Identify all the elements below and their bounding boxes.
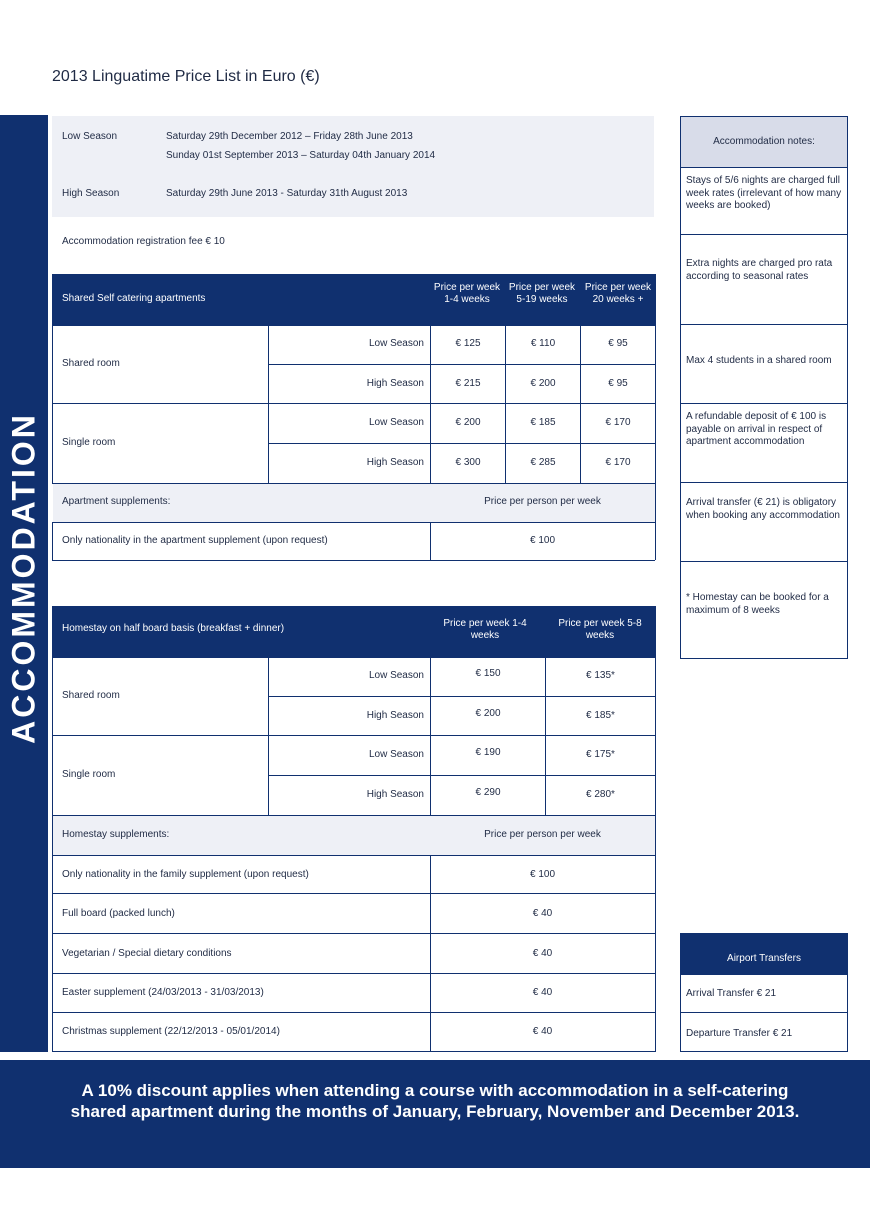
home-supplements-col: Price per person per week [484, 829, 601, 840]
discount-banner-text: A 10% discount applies when attending a course with accommodation in a self-catering shared apartment during the months of January, February, November and December 2013. [70, 1081, 800, 1121]
apartments-col2: Price per week 5-19 weeks [508, 282, 576, 305]
low-season-dates-2: Sunday 01st September 2013 – Saturday 04th January 2014 [166, 150, 436, 161]
home-price-cell: € 200 [475, 708, 501, 719]
apt-price-cell: € 95 [608, 338, 628, 349]
apt-single-room: Single room [62, 437, 116, 448]
apt-price-cell: € 215 [455, 378, 481, 389]
home-low-season: Low Season [368, 749, 424, 760]
home-high-season: High Season [366, 789, 424, 800]
home-supplement-price: € 100 [529, 869, 556, 880]
apt-shared-room: Shared room [62, 358, 120, 369]
low-season-dates-1: Saturday 29th December 2012 – Friday 28th June 2013 [166, 131, 413, 142]
home-price-cell: € 280* [586, 789, 615, 800]
apt-low-season: Low Season [368, 338, 424, 349]
apt-nationality-price: € 100 [529, 535, 556, 546]
homestay-header-label: Homestay on half board basis (breakfast + dinner) [62, 623, 285, 634]
home-price-cell: € 135* [586, 670, 615, 681]
home-low-season: Low Season [368, 670, 424, 681]
homestay-col2: Price per week 5-8 weeks [558, 618, 642, 641]
home-supplement-label: Full board (packed lunch) [62, 908, 175, 919]
home-shared-room: Shared room [62, 690, 120, 701]
arrival-transfer: Arrival Transfer € 21 [686, 988, 777, 999]
note-item: Arrival transfer (€ 21) is obligatory when booking any accommodation [686, 497, 840, 521]
home-supplement-label: Vegetarian / Special dietary conditions [62, 948, 232, 959]
apartments-col1: Price per week 1-4 weeks [433, 282, 501, 305]
apt-low-season: Low Season [368, 417, 424, 428]
home-supplement-label: Easter supplement (24/03/2013 - 31/03/2013) [62, 987, 264, 998]
apt-price-cell: € 200 [530, 378, 556, 389]
apt-high-season: High Season [366, 457, 424, 468]
note-item: A refundable deposit of € 100 is payable on arrival in respect of apartment accommodation [686, 411, 827, 447]
home-single-room: Single room [62, 769, 116, 780]
note-item: Extra nights are charged pro rata according to seasonal rates [686, 258, 833, 282]
apt-price-cell: € 170 [605, 457, 631, 468]
home-price-cell: € 150 [475, 668, 501, 679]
sidebar-label: ACCOMMODATION [5, 412, 42, 744]
notes-header-label: Accommodation notes: [713, 136, 815, 147]
home-supplement-label: Christmas supplement (22/12/2013 - 05/01/2014) [62, 1026, 280, 1037]
apt-supplements-col: Price per person per week [484, 496, 601, 507]
apt-price-cell: € 200 [455, 417, 481, 428]
high-season-dates: Saturday 29th June 2013 - Saturday 31th August 2013 [166, 188, 408, 199]
home-supplement-price: € 40 [532, 948, 553, 959]
home-price-cell: € 290 [475, 787, 501, 798]
high-season-label: High Season [62, 188, 120, 199]
apt-nationality-label: Only nationality in the apartment supplement (upon request) [62, 535, 328, 546]
low-season-label: Low Season [62, 131, 118, 142]
homestay-col1: Price per week 1-4 weeks [443, 618, 527, 641]
home-price-cell: € 190 [475, 747, 501, 758]
home-supplements-label: Homestay supplements: [62, 829, 170, 840]
home-supplement-price: € 40 [532, 1026, 553, 1037]
page-title: 2013 Linguatime Price List in Euro (€) [52, 68, 320, 85]
home-price-cell: € 175* [586, 749, 615, 760]
apartments-header-label: Shared Self catering apartments [62, 293, 206, 304]
departure-transfer: Departure Transfer € 21 [686, 1028, 793, 1039]
apt-price-cell: € 110 [530, 338, 556, 349]
home-supplement-price: € 40 [532, 908, 553, 919]
airport-header-label: Airport Transfers [727, 953, 801, 964]
apt-high-season: High Season [366, 378, 424, 389]
apt-price-cell: € 95 [608, 378, 628, 389]
apt-price-cell: € 185 [530, 417, 556, 428]
apt-price-cell: € 285 [530, 457, 556, 468]
apt-price-cell: € 170 [605, 417, 631, 428]
note-item: Stays of 5/6 nights are charged full week rates (irrelevant of how many weeks are booked) [686, 175, 842, 211]
apartments-col3: Price per week 20 weeks + [584, 282, 652, 305]
note-item: * Homestay can be booked for a maximum of 8 weeks [686, 592, 829, 616]
apt-supplements-label: Apartment supplements: [62, 496, 171, 507]
registration-fee: Accommodation registration fee € 10 [62, 236, 225, 247]
home-price-cell: € 185* [586, 710, 615, 721]
note-item: Max 4 students in a shared room [686, 355, 832, 366]
apt-price-cell: € 125 [455, 338, 481, 349]
home-supplement-price: € 40 [532, 987, 553, 998]
apt-price-cell: € 300 [455, 457, 481, 468]
home-supplement-label: Only nationality in the family supplement (upon request) [62, 869, 309, 880]
home-high-season: High Season [366, 710, 424, 721]
